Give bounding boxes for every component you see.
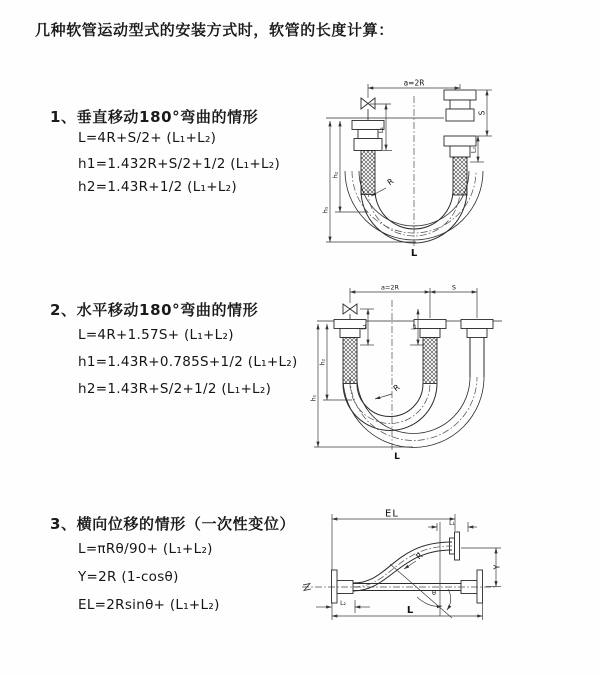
formula-3-Y: Y=2R (1-cosθ)	[78, 569, 179, 585]
formula-1-h2: h2=1.43R+1/2 (L₁+L₂)	[78, 179, 237, 195]
dimension-L1	[360, 309, 374, 345]
formula-1-h1: h1=1.432R+S/2+1/2 (L₁+L₂)	[78, 155, 281, 172]
label-L: L	[410, 248, 418, 259]
label-h1: h₁	[321, 206, 330, 214]
label-h2: h₂	[319, 358, 327, 366]
label-L2: L₂	[410, 324, 418, 330]
label-Y: Y	[492, 564, 502, 570]
formula-3-EL: EL=2Rsinθ+ (L₁+L₂)	[78, 597, 220, 613]
diagram-vertical-180-bend	[312, 75, 506, 261]
label-L1: L₁	[377, 126, 385, 134]
label-R: R	[414, 550, 425, 562]
label-L: L	[394, 452, 400, 462]
dimension-EL	[332, 509, 455, 571]
braided-hose-section	[361, 151, 375, 195]
valve-icon	[343, 304, 357, 320]
section-2-heading: 2、水平移动180°弯曲的情形	[50, 301, 259, 319]
formula-2-h2: h2=1.43R+S/2+1/2 (L₁+L₂)	[78, 380, 272, 397]
label-h2: h₂	[331, 171, 340, 179]
label-L1: L₁	[360, 324, 368, 330]
dimension-S	[430, 284, 477, 293]
dimension-L2	[316, 600, 370, 613]
label-L1: L₁	[449, 520, 455, 527]
braided-hose-section	[453, 157, 467, 195]
dimension-L1	[428, 520, 477, 532]
formula-3-L: L=πRθ/90+ (L₁+L₂)	[78, 541, 213, 557]
formula-2-L: L=4R+1.57S+ (L₁+L₂)	[78, 326, 234, 343]
left-flange	[332, 570, 354, 603]
hose-u-bend	[343, 377, 484, 447]
label-R: R	[391, 382, 402, 394]
label-a2R: a=2R	[380, 283, 400, 292]
label-a2R: a=2R	[403, 78, 425, 88]
moved-flange-fitting	[461, 320, 493, 378]
diagram-horizontal-180-bend	[310, 283, 512, 463]
section-1-heading: 1、垂直移动180°弯曲的情形	[50, 108, 259, 126]
dimension-a2R	[350, 284, 477, 319]
angle-theta-construction	[390, 522, 452, 618]
label-R: R	[385, 176, 396, 188]
label-L2: L₂	[340, 600, 346, 607]
label-L2: L₂	[469, 146, 478, 154]
braided-hose-section	[343, 338, 357, 384]
radius-callout	[375, 382, 402, 399]
label-EL: EL	[385, 508, 399, 520]
original-right-flange	[477, 570, 483, 603]
valve-icon	[361, 98, 375, 121]
section-3-heading: 3、横向位移的情形（一次性变位）	[50, 515, 296, 533]
label-h1: h₁	[310, 394, 318, 402]
braided-hose-section	[423, 338, 437, 384]
page-title: 几种软管运动型式的安装方式时，软管的长度计算：	[35, 21, 394, 39]
label-L: L	[406, 605, 414, 616]
formula-1-L: L=4R+S/2+ (L₁+L₂)	[78, 130, 217, 146]
middle-flange-fitting	[414, 320, 446, 384]
label-S: S	[451, 283, 457, 292]
dimension-L	[332, 603, 483, 620]
dimension-S	[477, 90, 492, 136]
right-flange-fitting	[444, 90, 476, 195]
label-theta: θ	[432, 589, 436, 597]
formula-2-h1: h1=1.43R+0.785S+1/2 (L₁+L₂)	[78, 353, 298, 370]
diagram-lateral-displacement	[296, 505, 510, 649]
label-S: S	[477, 110, 487, 116]
